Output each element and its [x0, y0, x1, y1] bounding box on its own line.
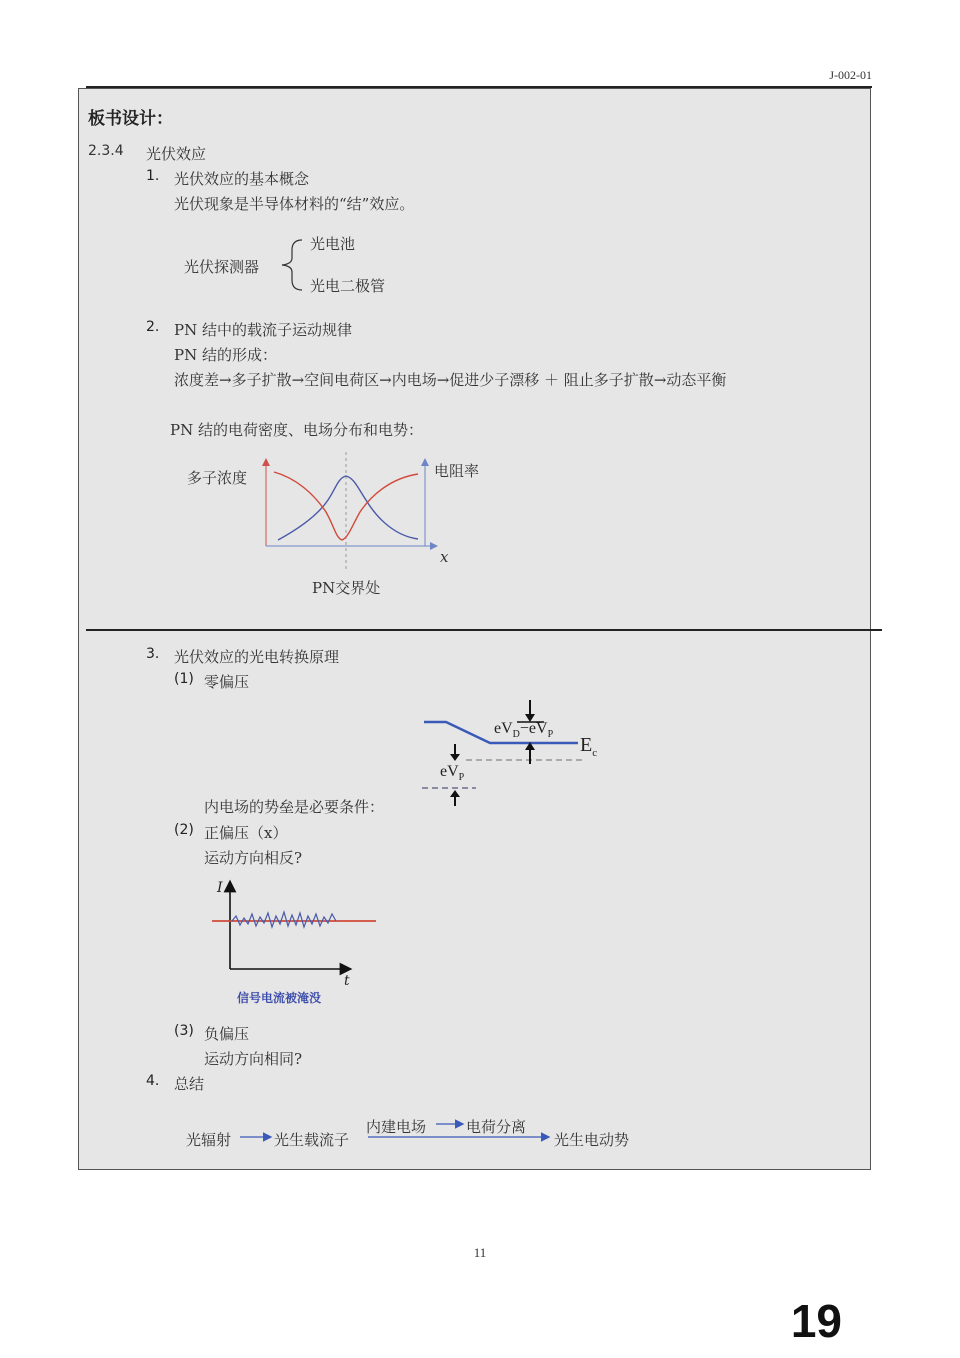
pn-left-label: 多子浓度 [187, 469, 248, 487]
reverse-bias-title: 负偏压 [204, 1025, 250, 1043]
noise-caption: 信号电流被淹没 [237, 991, 322, 1005]
forward-bias-title: 正偏压（x） [204, 824, 288, 842]
pn-right-label: 电阻率 [434, 462, 480, 480]
document-code: J-002-01 [829, 68, 872, 82]
flow-photo-emf: 光生电动势 [554, 1131, 630, 1149]
large-page-number: 19 [790, 1295, 842, 1347]
ec-label: $E_c$ [580, 734, 598, 759]
flow-photo-carriers: 光生载流子 [274, 1131, 350, 1149]
forward-bias-question: 运动方向相反? [204, 849, 303, 867]
flow-light-radiation: 光辐射 [186, 1131, 232, 1149]
zero-bias-title: 零偏压 [204, 673, 250, 691]
ev-p-label: $eV_P$ [440, 763, 465, 784]
s4-title: 总结 [174, 1075, 205, 1093]
s1-label: 1. [146, 168, 160, 184]
tree-root: 光伏探测器 [184, 258, 260, 276]
s4-label: 4. [146, 1073, 160, 1089]
s2-formation-label: PN 结的形成： [174, 346, 277, 364]
pn-bottom-label: PN交界处 [312, 579, 381, 597]
tree-branch-1: 光电池 [310, 235, 356, 253]
pn-x-label: x [440, 548, 449, 566]
tree-branch-2: 光电二极管 [310, 277, 386, 295]
s2-label: 2. [146, 319, 160, 335]
forward-bias-label: (2) [174, 822, 194, 838]
s2-formation-chain: 浓度差→多子扩散→空间电荷区→内电场→促进少子漂移 ＋ 阻止多子扩散→动态平衡 [174, 371, 727, 389]
reverse-bias-label: (3) [174, 1023, 194, 1039]
noise-x-label: t [344, 973, 350, 989]
flow-built-in-field: 内建电场 [366, 1118, 427, 1136]
page-number: 11 [473, 1245, 487, 1260]
section-title: 光伏效应 [146, 145, 207, 163]
flow-charge-separation: 电荷分离 [466, 1118, 527, 1136]
ev-d-minus-ev-p: $eV_D-eV_P$ [494, 720, 554, 741]
s3-label: 3. [146, 646, 160, 662]
reverse-bias-question: 运动方向相同? [204, 1050, 303, 1068]
s1-title: 光伏效应的基本概念 [174, 170, 310, 188]
noise-y-label: I [217, 880, 223, 896]
zero-bias-note: 内电场的势垒是必要条件： [204, 798, 385, 816]
s2-distribution-label: PN 结的电荷密度、电场分布和电势： [170, 421, 423, 439]
s2-title: PN 结中的载流子运动规律 [174, 321, 352, 339]
s3-title: 光伏效应的光电转换原理 [174, 648, 340, 666]
zero-bias-label: (1) [174, 671, 194, 687]
section-number: 2.3.4 [88, 143, 124, 159]
s1-line: 光伏现象是半导体材料的“结”效应。 [174, 195, 415, 213]
page-heading: 板书设计： [88, 109, 173, 129]
